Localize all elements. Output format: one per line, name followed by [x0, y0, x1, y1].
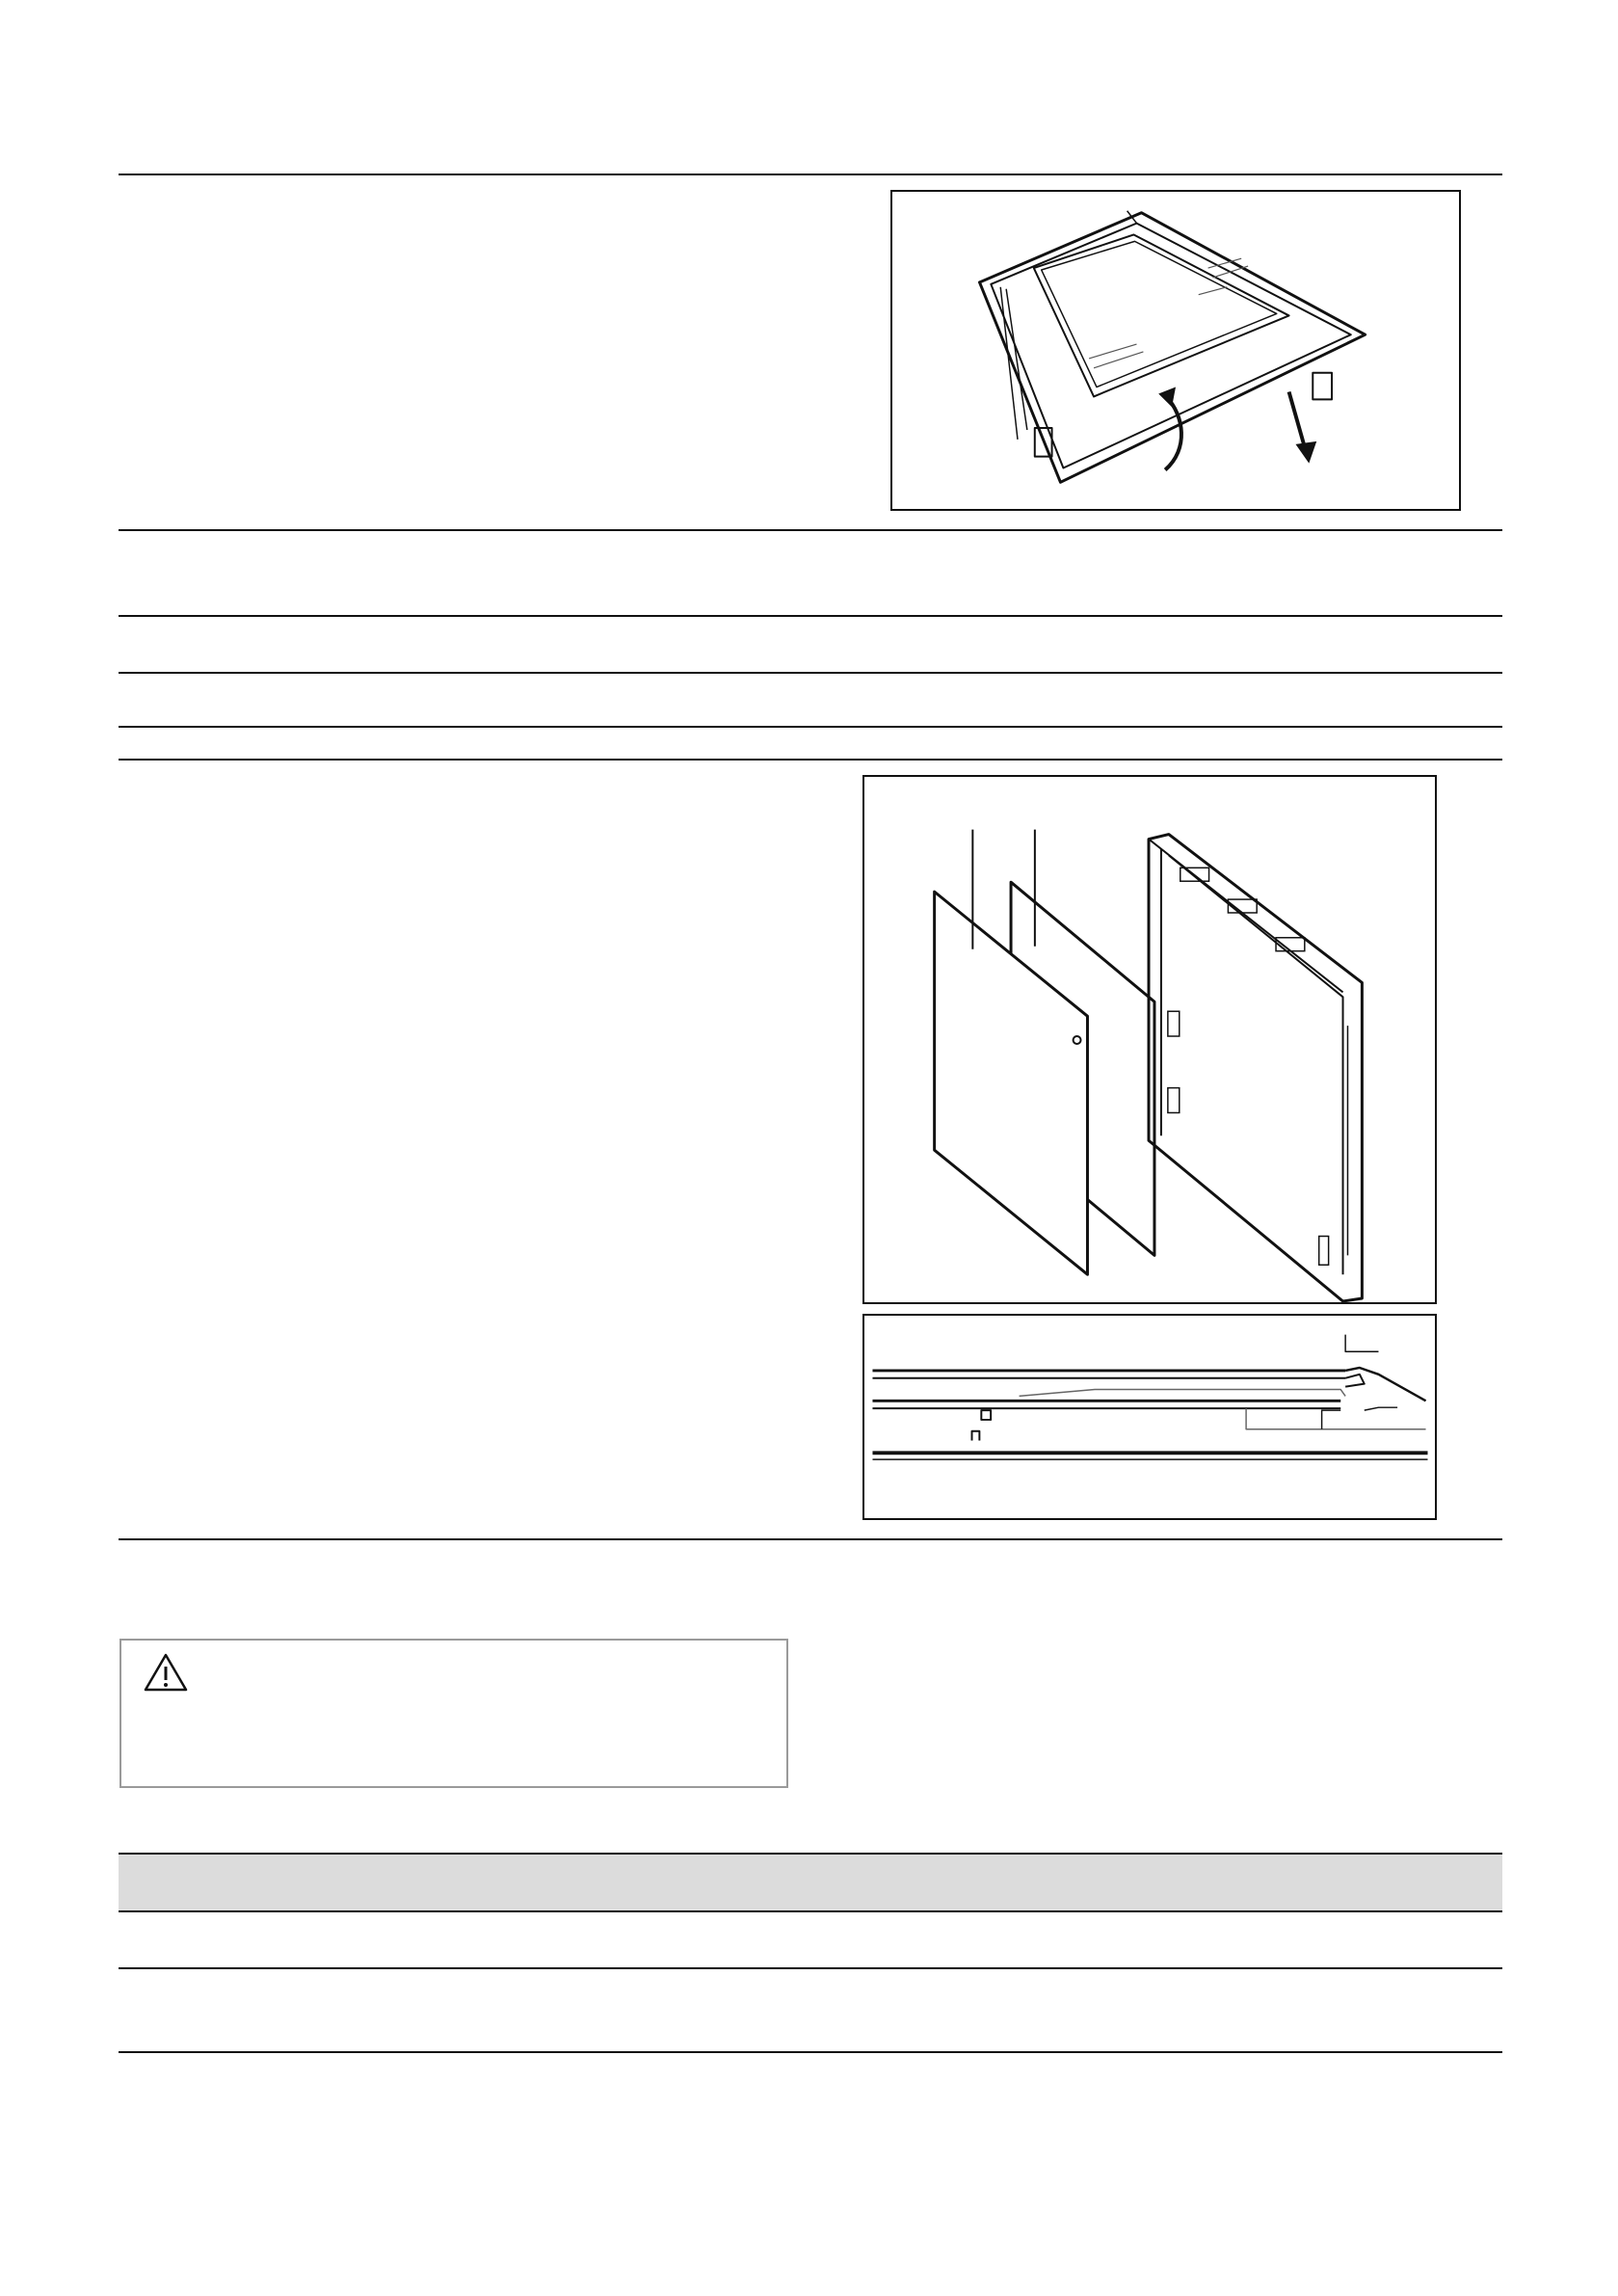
section-rule — [119, 726, 1502, 728]
warning-box — [119, 1639, 788, 1788]
section-rule — [119, 1538, 1502, 1540]
glass-panes-figure — [862, 775, 1437, 1304]
section-rule — [119, 615, 1502, 617]
table-row-rule — [119, 2051, 1502, 2053]
section-rule — [119, 672, 1502, 674]
section-rule — [119, 759, 1502, 761]
door-removal-figure — [890, 190, 1461, 511]
section-rule — [119, 174, 1502, 175]
table-row-rule — [119, 1967, 1502, 1969]
door-removal-illustration — [892, 192, 1459, 509]
straight-arrow-icon — [1289, 391, 1317, 463]
cross-section-figure — [862, 1314, 1437, 1520]
glass-panes-illustration — [864, 777, 1435, 1302]
table-header — [119, 1853, 1502, 1912]
section-rule — [119, 529, 1502, 531]
cross-section-illustration — [864, 1316, 1435, 1518]
warning-triangle-icon — [143, 1652, 189, 1693]
